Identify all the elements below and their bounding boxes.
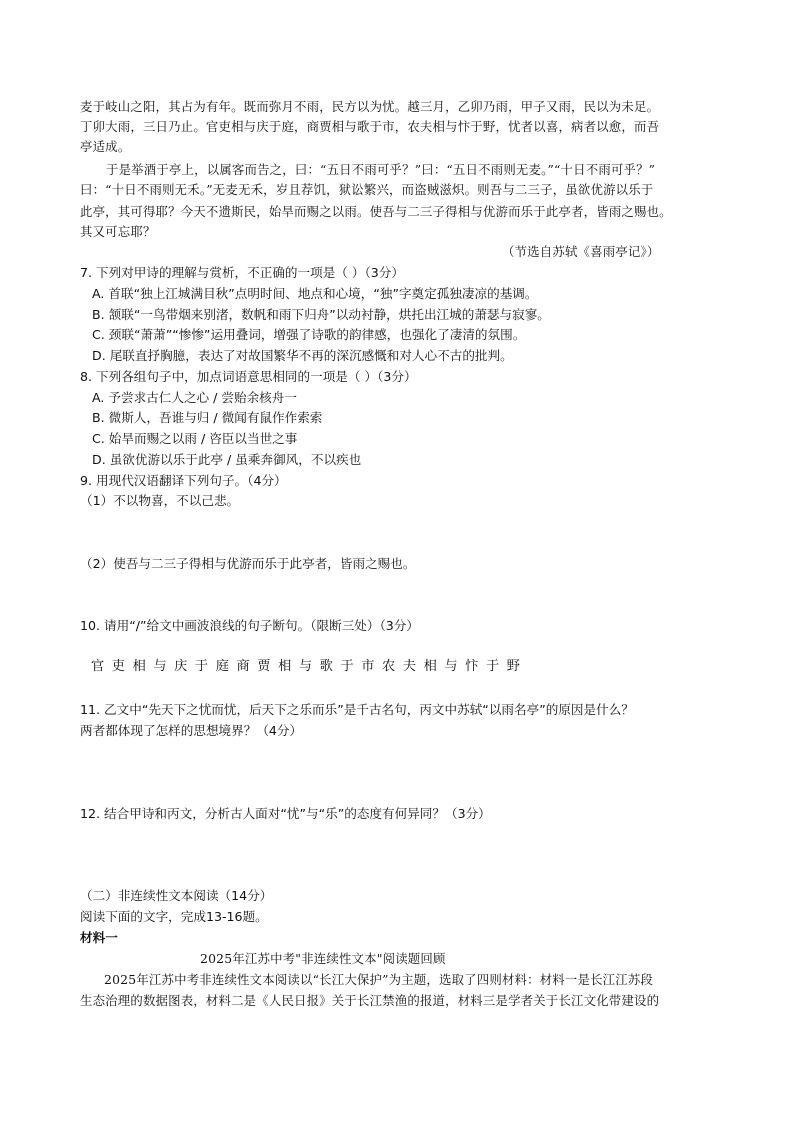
passage-line: 亭适成。 [80,139,131,154]
q7-option-b: B. 颔联“一鸟带烟来别渚，数帆和雨下归舟”以动衬静，烘托出江城的萧瑟与寂寥。 [92,307,550,322]
passage-source: （节选自苏轼《喜雨亭记》） [502,244,660,259]
question-11-line1: 11. 乙文中“先天下之忧而忧，后天下之乐而乐”是千古名句，丙文中苏轼“以雨名亭”的原因是什么？ [80,702,634,717]
question-11-line2: 两者都体现了怎样的思想境界？（4分） [80,723,303,738]
passage-line: 曰：“十日不雨则无禾。”无麦无禾，岁且荐饥，狱讼繁兴，而盗贼滋炽。则吾与二三子，虽欲优游以乐于 [80,182,654,197]
material-paragraph-line: 生态治理的数据图表，材料二是《人民日报》关于长江禁渔的报道，材料三是学者关于长江文化带建设的 [80,993,660,1008]
passage-line: 麦于岐山之阳，其占为有年。既而弥月不雨，民方以为忧。越三月，乙卯乃雨，甲子又雨，民以为未足。 [80,99,660,114]
material-title: 2025年江苏中考"非连续性文本"阅读题回顾 [200,951,446,966]
section-2-heading: （二）非连续性文本阅读（14分） [80,888,273,903]
question-9-stem: 9. 用现代汉语翻译下列句子。（4分） [80,473,287,488]
q8-option-c: C. 始旱而赐之以雨 / 咨臣以当世之事 [92,431,298,446]
q10-sentence: 官吏相与庆于庭商贾相与歌于市农夫相与忭于野 [91,659,528,674]
q8-option-a: A. 予尝求古仁人之心 / 尝贻余核舟一 [92,390,297,405]
q9-item-2: （2）使吾与二三子得相与优游而乐于此亭者，皆雨之赐也。 [80,556,416,571]
material-paragraph-line: 2025年江苏中考非连续性文本阅读以“长江大保护”为主题，选取了四则材料：材料一是长江江苏段 [104,972,654,987]
q8-option-b: B. 微斯人，吾谁与归 / 微闻有鼠作作索索 [92,410,323,425]
question-7-stem: 7. 下列对甲诗的理解与赏析，不正确的一项是（ ）（3分） [80,265,404,280]
q7-option-d: D. 尾联直抒胸臆，表达了对故国繁华不再的深沉感慨和对人心不古的批判。 [92,348,513,363]
question-12-stem: 12. 结合甲诗和丙文，分析古人面对“忧”与“乐”的态度有何异同？（3分） [80,806,491,821]
passage-line: 其又可忘耶？ [80,224,156,239]
q8-option-d: D. 虽欲优游以乐于此亭 / 虽乘奔御风，不以疾也 [92,452,362,467]
section-2-instruction: 阅读下面的文字，完成13-16题。 [80,909,268,924]
material-label: 材料一 [80,930,118,945]
q9-item-1: （1）不以物喜，不以己悲。 [80,493,240,508]
passage-line: 于是举酒于亭上，以属客而告之，曰：“五日不雨可乎？”曰：“五日不雨则无麦。”“十日不雨可乎？” [106,162,656,177]
passage-line: 丁卯大雨，三日乃止。官吏相与庆于庭，商贾相与歌于市，农夫相与忭于野，忧者以喜，病者以愈，而吾 [80,119,660,134]
question-8-stem: 8. 下列各组句子中，加点词语意思相同的一项是（ ）（3分） [80,369,417,384]
question-10-stem: 10. 请用“/”给文中画波浪线的句子断句。（限断三处）（3分） [80,618,419,633]
passage-line: 此亭，其可得耶？今天不遗斯民，始旱而赐之以雨。使吾与二三子得相与优游而乐于此亭者，皆雨之赐也。 [80,204,672,219]
q7-option-a: A. 首联“独上江城满目秋”点明时间、地点和心境，“独”字奠定孤独凄凉的基调。 [92,286,538,301]
q7-option-c: C. 颈联“萧萧”“惨惨”运用叠词，增强了诗歌的韵律感，也强化了凄清的氛围。 [92,327,526,342]
